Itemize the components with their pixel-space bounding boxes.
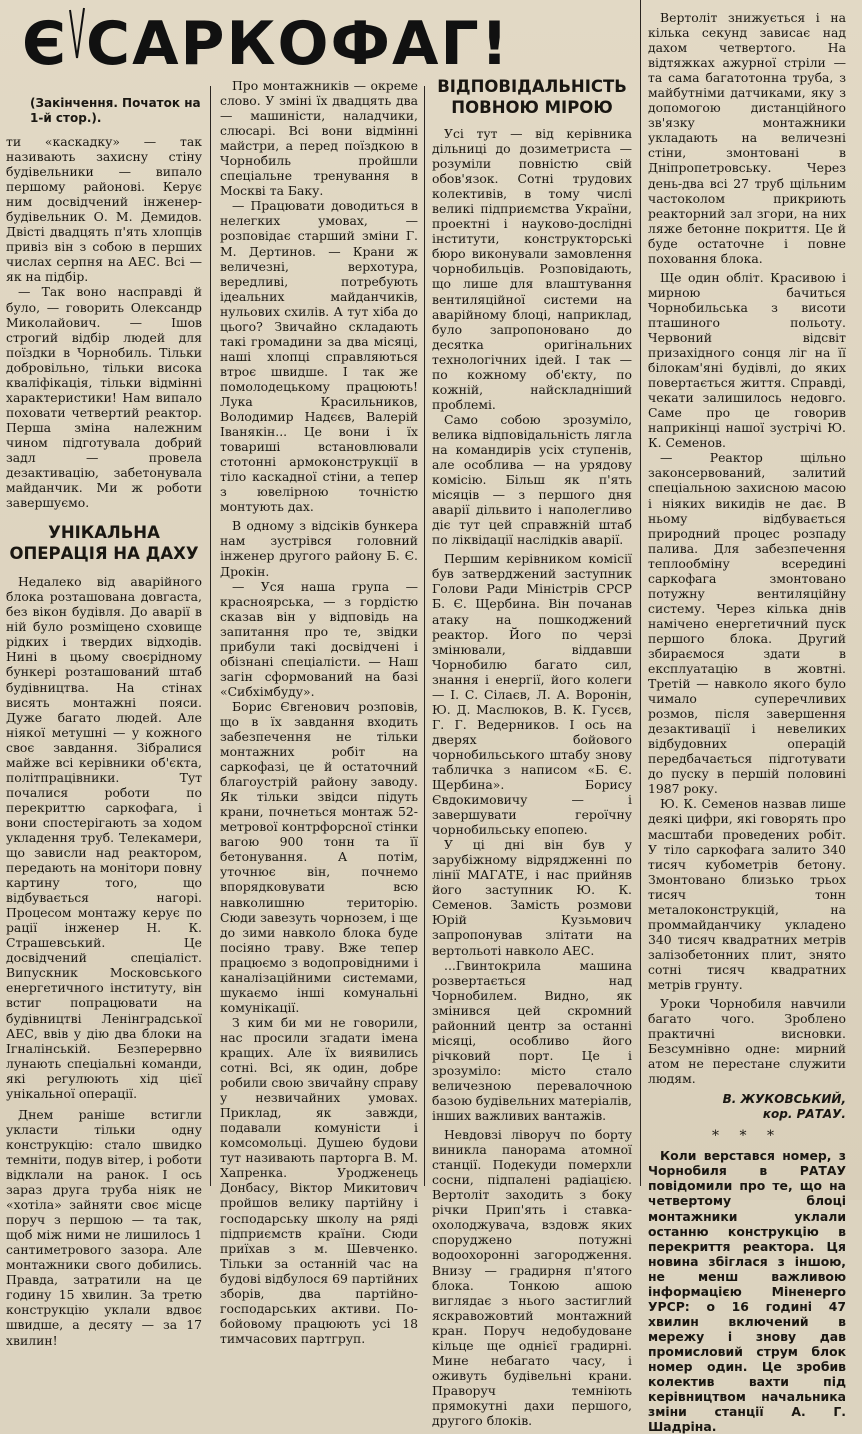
col4-paragraph: Вертоліт знижується і на кілька секунд зависає над дахом четвертого. На відтяжках ажурної стріли — та сама багатотонна труба, з майбутніми датчиками, яку з допомогою дистанційного зв'язку монтажники укладають на величезні стіни, змонтовані в Дніпропетровську. Через день-два всі 27 труб щільним частоколом прикриють реакторний зал згори, на них ляже бетонне покриття. Це й буде остаточне і повне поховання блока. [648, 10, 846, 266]
col4-paragraph: Уроки Чорнобиля навчили багато чого. Зроблено практичні висновки. Безсумнівно одне: мирний атом не перестане служити людям. [648, 996, 846, 1087]
col4-paragraph: Ще один обліт. Красивою і мирною бачиться Чорнобильська з висоти пташиного польоту. Червоний відсвіт призахідного сонця ліг на її білокам'яні будівлі, до яких повертається життя. Справді, чекати залишилось недовго. Саме про це говорив наприкінці нашої зустрічі Ю. К. Семенов. [648, 269, 846, 451]
col4-paragraph: — Реактор щільно законсервований, залитий спеціальною захисною масою і ніяких викидів не дає. В ньому відбувається природний процес розпаду палива. Для забезпечення теплообміну всередині саркофага змонтовано потужну вентиляційну систему. Через кілька днів намічено енергетичний пуск першого блока. Другий збираємося здати в експлуатацію в жовтні. Третій — навколо якого було чимало суперечливих розмов, після завершення дезактивації і невеликих відбудовних операцій передбачається підготувати до пуску в першій половині 1987 року. [648, 450, 846, 797]
col3-paragraph: Само собою зрозуміло, велика відповідальність лягла на командирів усіх ступенів, але особлива — на урядову комісію. Більш як п'ять місяців — з першого дня аварії дільвито і наполегливо діє тут цей справжній штаб по ліквідації наслідків аварії. [432, 411, 632, 548]
col2-paragraph: З ким би ми не говорили, нас просили згадати імена кращих. Але їх виявились сотні. Всі, як один, добре робили свою звичайну справу у незвичайних умовах. Приклад, як завжди, подавали комуністи і комсомольці. Душею будови тут називають парторга В. М. Хапренка. Уродженець Донбасу, Віктор Микитович пройшов велику партійну і господарську школу на ряді підприємств країни. Сюди приїхав з м. Шевченко. Тільки за останній час на будові відбулося 69 партійних зборів, два партійно-господарських активи. По-бойовому працюють усі 18 тимчасових партгруп. [220, 1014, 418, 1346]
subhead-responsibility: ВІДПОВІДАЛЬНІСТЬ ПОВНОЮ МІРОЮ [437, 77, 627, 117]
col3-paragraph: ...Гвинтокрила машина розвертається над Чорнобилем. Видно, як змінився цей скромний районний центр за останні місяці, особливо його річковий порт. Це і зрозуміло: місто стало величезною перевалочною базою будівельних матеріалів, інших важливих вантажів. [432, 957, 632, 1124]
col3-paragraph: Усі тут — від керівника дільниці до дозиметриста — розуміли повністю свій обов'язок. Сотні трудових колективів, в тому числі великі підприємства України, проектні і науково-дослідні інститути, конструкторські бюро виконували замовлення чорнобильців. Розповідають, що лише для влаштування вентиляційної системи на аварійному блоці, наприклад, було запропоновано до десятка оригінальних технологічних ідей. І так — по кожному об'єкту, по кожній, найскладніший проблемі. [432, 126, 632, 412]
col1-paragraph: Днем раніше встигли укласти тільки одну конструкцію: стало швидко темніти, подув вітер, і роботи відклали на ранок. І ось зараз друга труба ніяк не «хотіла» зайняти своє місце поруч з першою — та так, щоб між ними не лишилось 1 сантиметрового зазора. Але монтажники свого добились. Правда, затратили на це годину 15 хвилин. За третю конструкцію уклали вдвоє швидше, а десяту — за 17 хвилин! [6, 1106, 202, 1348]
col3-paragraph: Першим керівником комісії був затверджений заступник Голови Ради Міністрів СРСР Б. Є. Щербина. Він почанав атаку на пошкоджений реактор. Його по черзі змінювали, віддавши Чорнобилю багато сил, знання і енергії, його колеги — І. С. Сілаєв, Л. А. Воронін, Ю. Д. Маслюков, В. К. Гусєв, Г. Г. Ведерников. І ось на дверях бойового чорнобильського штабу знову табличка з написом «Б. Є. Щербина». Борису Євдокимовичу — і завершувати героїчну чорнобильську епопею. [432, 551, 632, 838]
column-4 [648, 10, 846, 1434]
col3-paragraph: Невдовзі ліворуч по борту виникла панорама атомної станції. Подекуди померхли сосни, підпалені радіацією. Вертоліт заходить з боку річки Прип'ять і ставка-охолоджувача, вздовж яких споруджено потужні водоохоронні загородження. Внизу — градирня п'ятого блока. Тонкою ашою виглядає з нього застиглий яскравожовтий монтажний кран. Поруч недобудоване кільце ще однієї градирні. Мине небагато часу, і оживуть будівельні крани. Праворуч темніють прямокутні дахи першого, другого блоків. [432, 1127, 632, 1428]
col1-paragraph: ти «каскадку» — так називають захисну стіну будівельники — випало першому районові. Керує ним досвідчений інженер-будівельник О. М. Демидов. Двісті двадцять п'ять хлопців привіз він з собою в перших числах серпня на АЕС. Всі — як на підбір. [6, 134, 202, 285]
headline [22, 4, 642, 79]
headline-part2: САРКОФАГ! [86, 9, 511, 79]
col1-paragraph: — Так воно насправді й було, — говорить Олександр Миколайович. — Ішов строгий відбір людей для поїздки в Чорнобиль. Тільки добровільно, тільки висока кваліфікація, тільки відмінні характеристики! Нам випало поховати четвертий реактор. Перша зміна належним чином підготувала добрий задл — провела дезактивацію, забетонувала майданчик. Ми ж роботи завершуємо. [6, 284, 202, 511]
column-1 [6, 96, 202, 1348]
col2-paragraph: Борис Євгенович розповів, що в їх завдання входить забезпечення не тільки монтажних робіт на саркофазі, це й остаточний благоустрій району заводу. Як тільки звідси підуть крани, почнеться монтаж 52-метрової контрфорсної стінки вагою 900 тонн та її бетонування. А потім, уточнює він, почнемо впорядковувати всю навколишню територію. Сюди завезуть чорнозем, і ще до зими навколо блока буде посіяно траву. Вже тепер працюємо з водопровідними і каналізаційними системами, шукаємо інші комунальні комунікації. [220, 698, 418, 1015]
col4-paragraph: Ю. К. Семенов назвав лише деякі цифри, які говорять про масштаби проведених робіт. У тіло саркофага залито 340 тисяч кубометрів бетону. Змонтовано близько трьох тисяч тонн металоконструкцій, на проммайданчику укладено 340 тисяч квадратних метрів залізобетонних плит, знято сотні тисяч квадратних метрів грунту. [648, 796, 846, 992]
column-3 [432, 76, 632, 1428]
stop-press-lead: Коли верстався номер, з Чорнобиля в [648, 1148, 846, 1179]
stop-press-ratau: РАТАУ [799, 1163, 846, 1179]
col2-paragraph: Про монтажників — окреме слово. У зміні їх двадцять два — машиністи, наладчики, слюсарі. Всі вони відмінні майстри, а перед поїздкою в Чорнобиль пройшли спеціальне тренування в Москві та Баку. [220, 78, 418, 199]
headline-mark [68, 4, 86, 78]
col1-paragraph: Недалеко від аварійного блока розташована довгаста, без вікон будівля. До аварії в ній було розміщено сховище рідких і твердих відходів. Нині в цьому своєрідному бункері розташований штаб будівництва. На стінах висять монтажні пояси. Дуже багато людей. Але ніякої метушні — у кожного своє завдання. Зібралися майже всі керівники об'єкта, політпрацівники. Тут почалися роботи по перекриттю саркофага, і вони спостерігають за ходом укладення труб. Телекамери, що зависли над реактором, передають на монітори повну картину того, що відбувається нагорі. Процесом монтажу керує по рації інженер Н. К. Страшевський. Це досвідчений спеціаліст. Випускник Московського енергетичного інституту, він встиг попрацювати на будівництві Ленінградської АЕС, ввів у дію два блоки на Ігналінській. Безперервно лунають спеціальні команди, які регулюють хід цієї унікальної операції. [6, 574, 202, 1101]
headline-part1: Є [22, 9, 69, 79]
stop-press-rest: повідомили про те, що на четвертому блоці монтажники уклали останню конструкцію в перекриття реактора. Ця новина збіглася з іншою, не менш важливою інформацією Міненерго УРСР: о 16 годині 47 хвилин включений в мережу і знову дав промисловий струм блок номер один. Це зробив колектив вахти під керівництвом начальника зміни станції А. Г. Шадріна. [648, 1178, 846, 1434]
author-name: В. ЖУКОВСЬКИЙ, [722, 1092, 846, 1107]
col3-paragraph: У ці дні він був у зарубіжному відрядженні по лінії МАГАТЕ, і нас прийняв його заступник Ю. К. Семенов. Замість розмови Юрій Кузьмович запропонував злітати на вертольоті навколо АЕС. [432, 837, 632, 958]
col2-paragraph: — Працювати доводиться в нелегких умовах, — розповідає старший зміни Г. М. Дертинов. — Крани ж величезні, верхотура, вередливі, потребують ідеальних майданчиків, нульових схилів. А тут хіба до цього? Звичайно складають такі громадини за два місяці, наші хлопці справляються втроє швидше. І так же помолодецькому працюють! Лука Красильников, Володимир Надєєв, Валерій Іванякін... Це вони і їх товариші встановлювали стотонні армоконструкції в тіло каскадної стіни, а тепер з ювелірною точністю монтують дах. [220, 198, 418, 515]
author-role: кор. РАТАУ. [762, 1107, 846, 1122]
subhead-unique-operation: УНІКАЛЬНА ОПЕРАЦІЯ НА ДАХУ [9, 523, 199, 564]
separator-stars: * * * [712, 1128, 782, 1145]
column-divider [424, 86, 425, 1186]
author-signature [648, 1092, 846, 1122]
column-divider [640, 0, 641, 1186]
col2-paragraph: В одному з відсіків бункера нам зустрівся головний інженер другого району Б. Є. Дрокін. [220, 518, 418, 579]
continued-note: (Закінчення. Початок на 1-й стор.). [30, 96, 201, 125]
column-divider [210, 86, 211, 1186]
stop-press-paragraph [648, 1148, 846, 1434]
col2-paragraph: — Уся наша група — красноярська, — з гордістю сказав він у відповідь на запитання про те, звідки прибули такі досвідчені і обізнані спеціалісти. — Наш загін сформований на базі «Сибхімбуду». [220, 578, 418, 699]
column-2 [220, 78, 418, 1346]
